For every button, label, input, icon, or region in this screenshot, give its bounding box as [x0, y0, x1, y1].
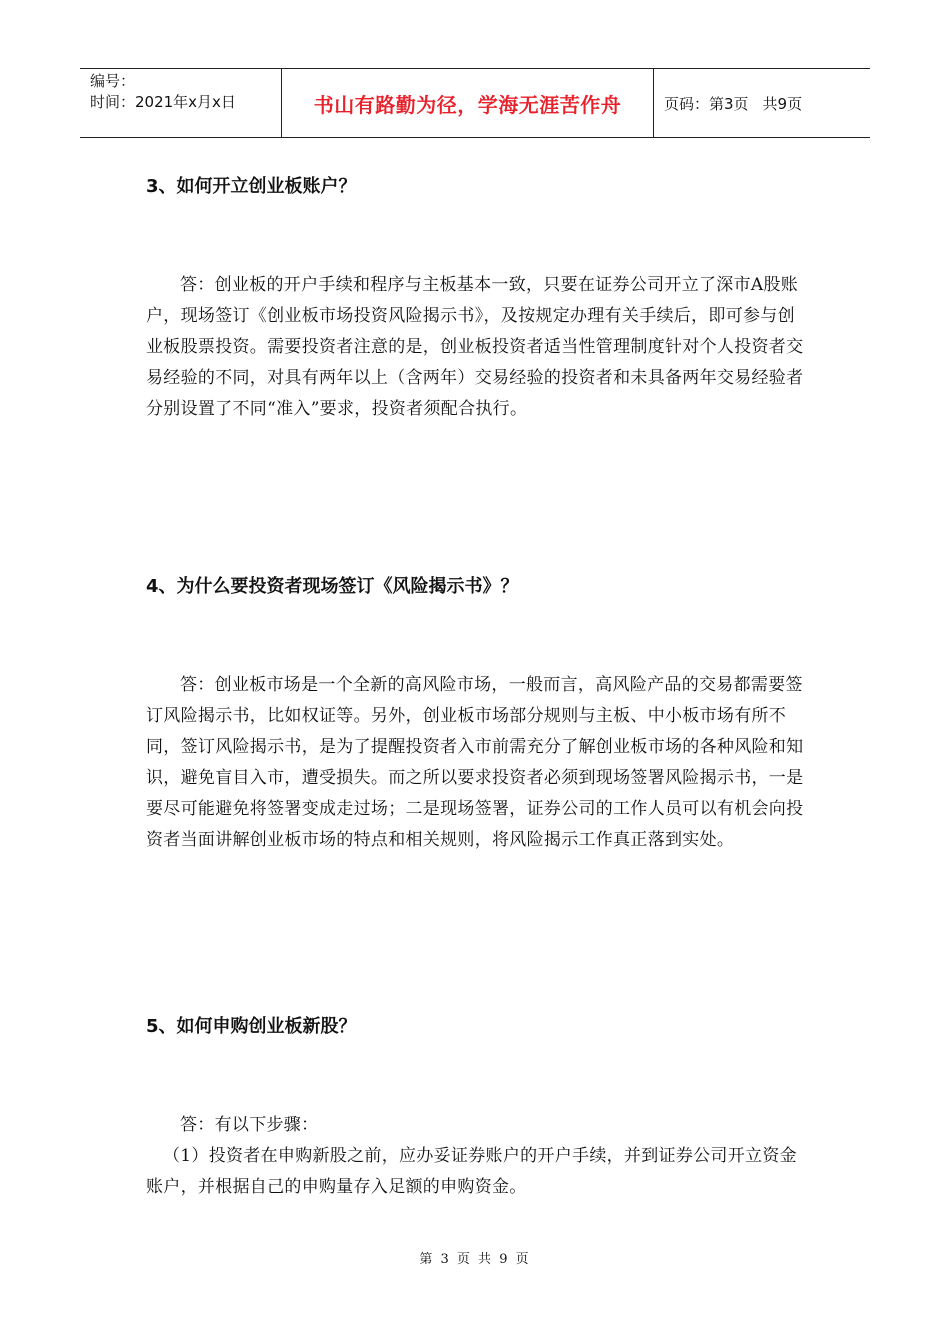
section-4-heading: 4、为什么要投资者现场签订《风险揭示书》？: [146, 576, 519, 597]
section-4-paragraph: 答：创业板市场是一个全新的高风险市场，一般而言，高风险产品的交易都需要签订风险揭示书，比如权证等。另外，创业板市场部分规则与主板、中小板市场有所不同，签订风险揭示书，是为了提醒投资者入市前需充分了解创业板市场的各种风险和知识，避免盲目入市，遭受损失。而之所以要求投资者必须到现场签署风险揭示书，一是要尽可能避免将签署变成走过场；二是现场签署，证券公司的工作人员可以有机会向投资者当面讲解创业板市场的特点和相关规则，将风险揭示工作真正落到实处。: [146, 675, 804, 850]
page-number-label: 页码：第3页: [664, 94, 749, 113]
header-motto-cell: [282, 69, 654, 137]
header-page-info: [654, 69, 870, 137]
section-5-step-1: （1）投资者在申购新股之前，应办妥证券账户的开户手续，并到证券公司开立资金账户，并根据自己的申购量存入足额的申购资金。: [146, 1146, 797, 1197]
section-3-paragraph: 答：创业板的开户手续和程序与主板基本一致，只要在证券公司开立了深市A股账户，现场签订《创业板市场投资风险揭示书》，及按规定办理有关手续后，即可参与创业板股票投资。需要投资者注意的是，创业板投资者适当性管理制度针对个人投资者交易经验的不同，对具有两年以上（含两年）交易经验的投资者和未具备两年交易经验者分别设置了不同“准入”要求，投资者须配合执行。: [146, 275, 804, 419]
section-5-body: [146, 1110, 806, 1203]
section-5-heading: 5、如何申购创业板新股？: [146, 1016, 357, 1037]
section-3-heading: 3、如何开立创业板账户？: [146, 176, 357, 197]
page-total-label: 共9页: [762, 94, 803, 113]
document-time: 时间：2021年x月x日: [90, 93, 236, 111]
header-meta: [80, 69, 282, 137]
section-3-body: [146, 270, 806, 425]
header-motto: 书山有路勤为径，学海无涯苦作舟: [313, 92, 622, 117]
section-5-intro: 答：有以下步骤：: [180, 1115, 319, 1135]
section-4-body: [146, 670, 806, 856]
page-footer: 第 3 页 共 9 页: [419, 1252, 531, 1267]
page-header: [80, 68, 870, 138]
document-number: 编号：: [90, 72, 136, 90]
